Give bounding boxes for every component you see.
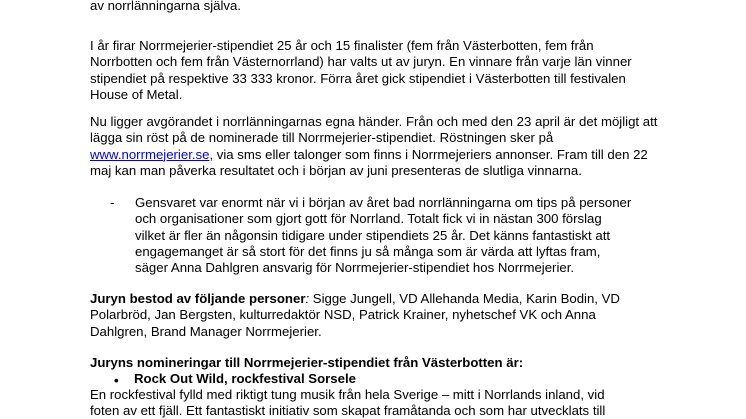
quote-line: säger Anna Dahlgren ansvarig för Norrmejerier-stipendiet hos Norrmejerier.: [135, 260, 575, 276]
jury-colon: :: [305, 291, 310, 306]
quote-dash: -: [110, 195, 115, 210]
paragraph-anniversary: [90, 38, 730, 103]
quote-line: engagemanget är så stort för det finns ju så många som är värda att lyftas fram,: [135, 243, 601, 259]
jury-line: Dahlgren, Brand Manager Norrmejerier.: [90, 323, 322, 339]
paragraph-line: Norrbotten och fem från Västernorrland) har valts ut av juryn. En vinnare från varje län vinner: [90, 54, 632, 70]
paragraph-line: maj kan man påverka resultatet och i början av juni presenteras de slutliga vinnarna.: [90, 162, 582, 178]
quote-block: [135, 195, 631, 276]
quote-line: Gensvaret var enormt när vi i början av året bad norrlänningarna om tips på personer: [135, 195, 632, 210]
nominations-heading-text: Juryns nomineringar till Norrmejerier-stipendiet från Västerbotten är:: [90, 355, 524, 370]
norrmejerier-link[interactable]: www.norrmejerier.se: [90, 146, 210, 162]
paragraph-line-rest: , via sms eller talonger som finns i Norrmejeriers annonser. Fram till den 22: [209, 146, 648, 162]
paragraph-line: stipendiet på respektive 33 333 kronor. Förra året gick stipendiet i Västerbotten till festivalen: [90, 70, 626, 86]
nomination-title: [134, 371, 746, 387]
nomination-line: En rockfestival fylld med riktigt tung musik från hela Sverige – mitt i Norrlands inland, vid: [90, 387, 605, 402]
nomination-line: foten av ett fjäll. Ett fantastiskt initiativ som skapat framåtanda och som har utvecklats till: [90, 403, 606, 419]
nomination-description: [90, 387, 730, 419]
jury-members-start: Sigge Jungell, VD Allehanda Media, Karin Bodin, VD: [309, 291, 620, 306]
paragraph-line: Nu ligger avgörandet i norrlänningarnas egna händer. Från och med den 23 april är det möjligt att: [90, 114, 658, 129]
bullet-icon: •: [114, 373, 119, 388]
top-fragment-line: av norrlänningarna själva.: [90, 0, 242, 13]
paragraph-line-with-link: [90, 147, 730, 163]
top-fragment: [90, 0, 730, 14]
nominations-heading: [90, 355, 730, 371]
jury-line: [90, 291, 730, 307]
paragraph-line: lägga sin röst på de nominerade till Norrmejerier-stipendiet. Röstningen sker på: [90, 130, 554, 146]
quote-line: vilket är fler än någonsin tidigare under stipendiets 25 år. Det känns fantastiskt att: [135, 227, 611, 243]
paragraph-voting: [90, 114, 730, 179]
jury-label: Juryn bestod av följande personer: [90, 291, 306, 306]
quote-line: och organisationer som gjort gott för Norrland. Totalt fick vi in nästan 300 förslag: [135, 211, 602, 227]
nomination-title-text: Rock Out Wild, rockfestival Sorsele: [134, 371, 356, 386]
jury-line: Polarbröd, Jan Bergsten, kulturredaktör NSD, Patrick Krainer, nyhetschef VK och Anna: [90, 307, 596, 323]
paragraph-jury: [90, 291, 730, 340]
paragraph-line: I år firar Norrmejerier-stipendiet 25 år och 15 finalister (fem från Västerbotten, fem från: [90, 38, 594, 53]
paragraph-line: House of Metal.: [90, 86, 183, 102]
